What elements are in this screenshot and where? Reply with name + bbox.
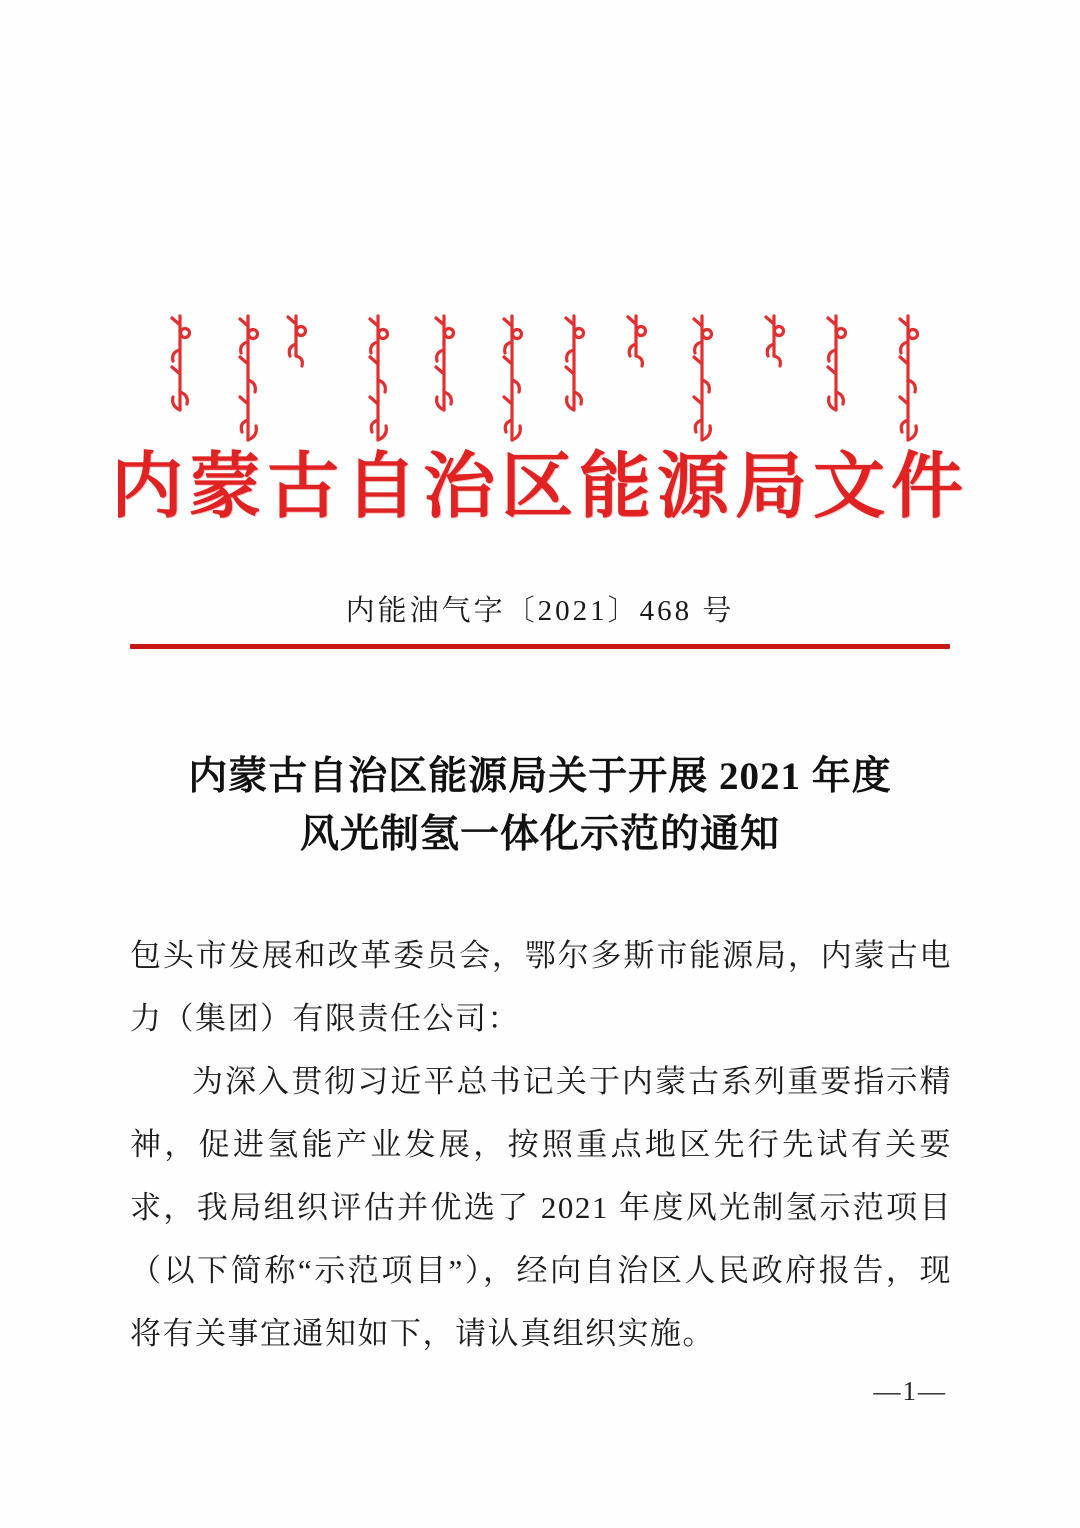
doc-number: 内能油气字〔2021〕468 号 xyxy=(345,595,735,627)
document-title-line1: 内蒙古自治区能源局关于开展 2021 年度 xyxy=(188,755,892,798)
red-divider-rule xyxy=(130,644,950,649)
document-body xyxy=(130,924,952,1365)
main-paragraph: 为深入贯彻习近平总书记关于内蒙古系列重要指示精神，促进氢能产业发展，按照重点地区先行先试有关要求，我局组织评估并优选了 2021 年度风光制氢示范项目（以下简称“示范项目”），经向自治区人民政府报告，现将有关事宜通知如下，请认真组织实施。 xyxy=(130,1064,952,1351)
org-title: 内蒙古自治区能源局文件 xyxy=(110,447,969,527)
document-title-line2: 风光制氢一体化示范的通知 xyxy=(299,813,780,856)
page-number: —1— xyxy=(873,1376,947,1406)
document-title xyxy=(0,748,1080,864)
recipients-paragraph: 包头市发展和改革委员会，鄂尔多斯市能源局，内蒙古电力（集团）有限责任公司： xyxy=(130,938,952,1036)
